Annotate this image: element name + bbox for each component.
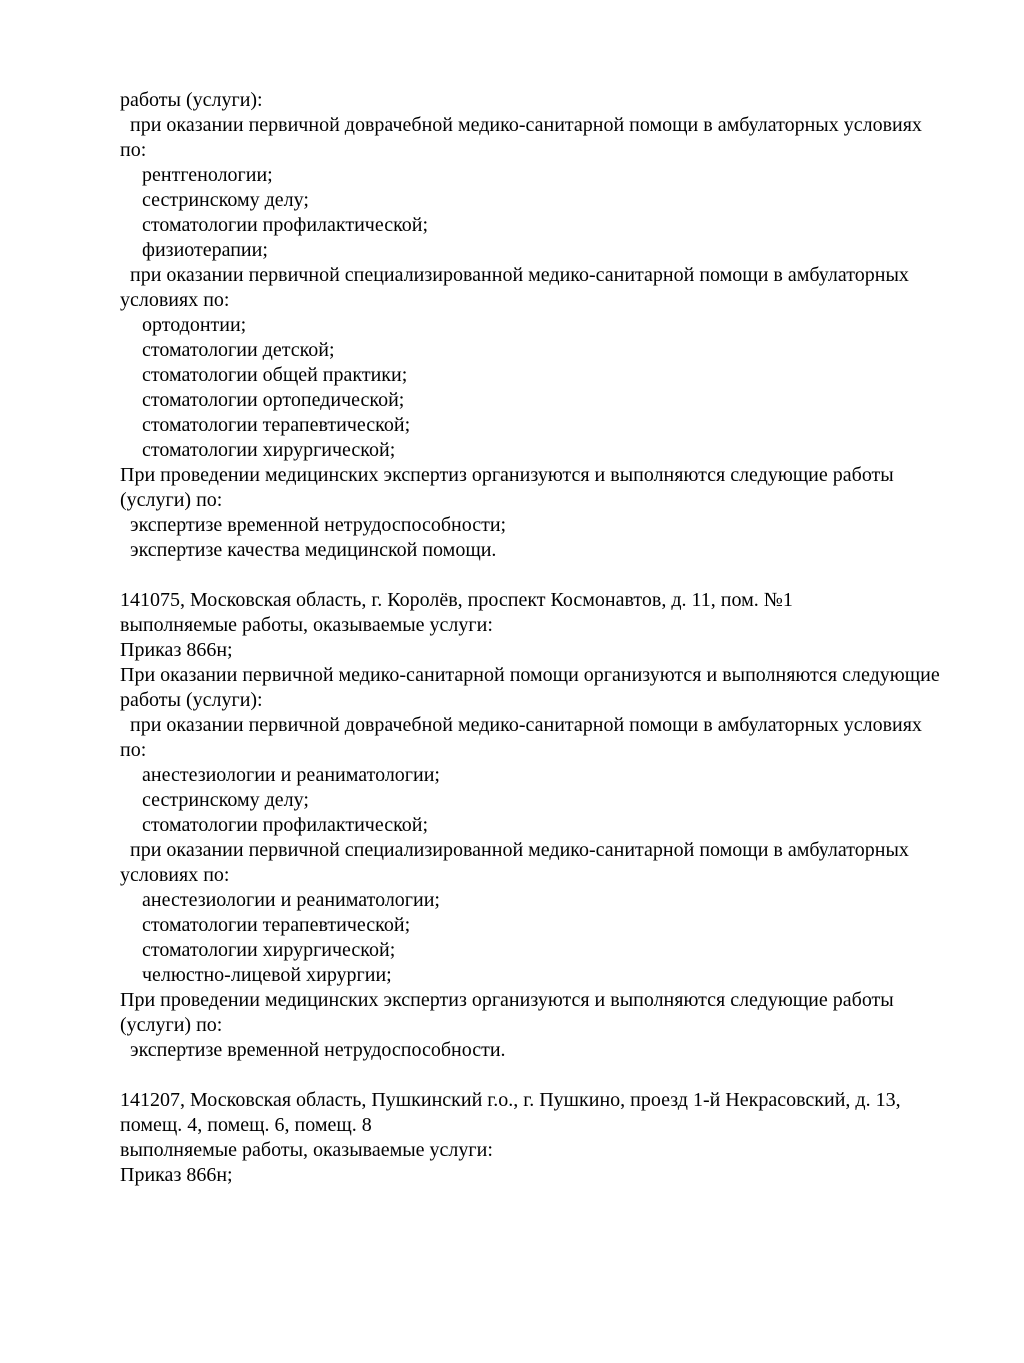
text-line: работы (услуги): [120, 689, 263, 711]
blank-line [120, 563, 954, 588]
text-line: анестезиологии и реаниматологии; [142, 764, 440, 786]
text-line: сестринскому делу; [142, 189, 309, 211]
text-line: стоматологии профилактической; [142, 814, 429, 836]
text-line: стоматологии терапевтической; [142, 914, 411, 936]
text-line: по: [120, 739, 147, 761]
text-line: При проведении медицинских экспертиз организуются и выполняются следующие работы [120, 989, 894, 1011]
text-line: 141075, Московская область, г. Королёв, проспект Космонавтов, д. 11, пом. №1 [120, 589, 793, 611]
text-line: стоматологии профилактической; [142, 214, 429, 236]
text-line: рентгенологии; [142, 164, 273, 186]
text-line: физиотерапии; [142, 239, 268, 261]
text-line: по: [120, 139, 147, 161]
text-line: 141207, Московская область, Пушкинский г.о., г. Пушкино, проезд 1-й Некрасовский, д. 13, [120, 1089, 901, 1111]
text-line: сестринскому делу; [142, 789, 309, 811]
text-line: ортодонтии; [142, 314, 247, 336]
text-line: при оказании первичной доврачебной медико-санитарной помощи в амбулаторных условиях [130, 714, 922, 736]
text-line: стоматологии терапевтической; [142, 414, 411, 436]
text-line: стоматологии детской; [142, 339, 335, 361]
text-line: условиях по: [120, 864, 230, 886]
text-line: анестезиологии и реаниматологии; [142, 889, 440, 911]
text-line: Приказ 866н; [120, 639, 233, 661]
text-line: при оказании первичной специализированной медико-санитарной помощи в амбулаторных [130, 839, 909, 861]
text-line: (услуги) по: [120, 489, 223, 511]
blank-line [120, 1063, 954, 1088]
text-line: экспертизе качества медицинской помощи. [130, 539, 497, 561]
text-line: стоматологии общей практики; [142, 364, 408, 386]
text-line: (услуги) по: [120, 1014, 223, 1036]
text-line: при оказании первичной доврачебной медико-санитарной помощи в амбулаторных условиях [130, 114, 922, 136]
text-line: челюстно-лицевой хирургии; [142, 964, 392, 986]
text-line: выполняемые работы, оказываемые услуги: [120, 614, 493, 636]
text-line: При оказании первичной медико-санитарной помощи организуются и выполняются следующие [120, 664, 940, 686]
text-line: условиях по: [120, 289, 230, 311]
document-text-block [120, 88, 954, 1188]
text-line: работы (услуги): [120, 89, 263, 111]
text-line: экспертизе временной нетрудоспособности. [130, 1039, 506, 1061]
text-line: помещ. 4, помещ. 6, помещ. 8 [120, 1114, 372, 1136]
text-line: выполняемые работы, оказываемые услуги: [120, 1139, 493, 1161]
text-line: при оказании первичной специализированной медико-санитарной помощи в амбулаторных [130, 264, 909, 286]
text-line: стоматологии хирургической; [142, 439, 396, 461]
text-line: стоматологии ортопедической; [142, 389, 405, 411]
text-line: экспертизе временной нетрудоспособности; [130, 514, 507, 536]
text-line: стоматологии хирургической; [142, 939, 396, 961]
text-line: Приказ 866н; [120, 1164, 233, 1186]
text-line: При проведении медицинских экспертиз организуются и выполняются следующие работы [120, 464, 894, 486]
